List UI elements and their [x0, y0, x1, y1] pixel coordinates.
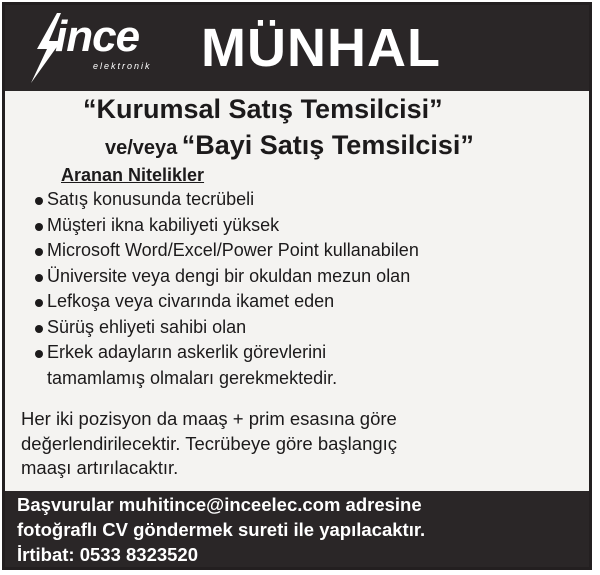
header-banner — [5, 5, 589, 91]
position-title-dealer: “Bayi Satış Temsilcisi” — [181, 130, 474, 160]
logo-subtitle: elektronik — [93, 61, 152, 71]
position-title-dealer-line — [105, 129, 474, 166]
list-item: Erkek adayların askerlik görevlerini tamamlamış olmaları gerekmektedir. — [33, 340, 419, 391]
footer-banner — [5, 491, 589, 567]
salary-note — [21, 407, 581, 481]
logo-wordmark: ince — [55, 12, 140, 61]
salary-note-line: değerlendirilecektir. Tecrübeye göre başlangıç — [21, 432, 398, 454]
list-item-continuation: tamamlamış olmaları gerekmektedir. — [47, 367, 338, 388]
title-conjunction: ve/veya — [105, 137, 178, 159]
list-item: Sürüş ehliyeti sahibi olan — [33, 315, 419, 341]
list-item: Lefkoşa veya civarında ikamet eden — [33, 289, 419, 315]
list-item: Satış konusunda tecrübeli — [33, 187, 419, 213]
application-instructions: Başvurular muhitince@inceelec.com adresine — [17, 494, 422, 515]
application-instructions-cont: fotoğraflı CV göndermek sureti ile yapılacaktır. — [17, 519, 426, 540]
contact-phone: İrtibat: 0533 8323520 — [17, 544, 199, 565]
job-advertisement — [2, 2, 592, 570]
salary-note-line: maaşı artırılacaktır. — [21, 457, 179, 478]
list-item: Microsoft Word/Excel/Power Point kullanabilen — [33, 238, 419, 264]
position-title-corporate: “Kurumsal Satış Temsilcisi” — [83, 94, 443, 124]
list-item: Üniversite veya dengi bir okuldan mezun olan — [33, 264, 419, 290]
qualifications-heading: Aranan Nitelikler — [61, 165, 205, 185]
list-item: Müşteri ikna kabiliyeti yüksek — [33, 213, 419, 239]
page-title: MÜNHAL — [201, 18, 441, 78]
ince-logo — [27, 11, 177, 85]
qualifications-list — [33, 187, 419, 391]
salary-note-line: Her iki pozisyon da maaş + prim esasına göre — [21, 408, 397, 429]
